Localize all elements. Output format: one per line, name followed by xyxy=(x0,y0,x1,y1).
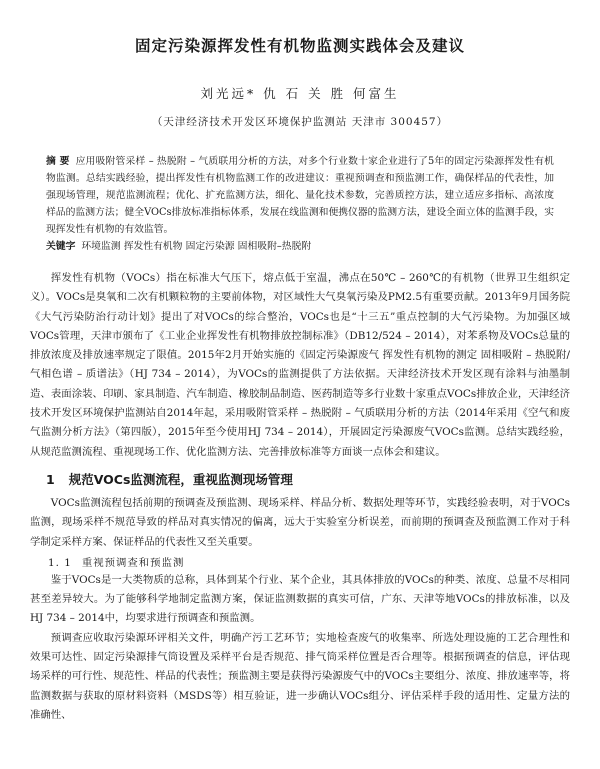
authors: 刘光远* 仇 石 关 胜 何富生 xyxy=(200,86,400,101)
subsection-paragraph: 鉴于VOCs是一大类物质的总称，具体到某个行业、某个企业，其具体排放的VOCs的种类、浓度、总量不尽相同甚至差异较大。为了能够科学地制定监测方案，保证监测数据的真实可信，广东、天津等地VOCs的排放标准，以及HJ 734 – 2014中，均要求进行预调查和预监测。 xyxy=(30,573,570,625)
section-heading xyxy=(46,470,570,488)
abstract xyxy=(30,153,570,238)
section-title: 规范VOCs监测流程，重视监测现场管理 xyxy=(68,471,293,487)
keywords xyxy=(30,238,570,255)
subsection-heading xyxy=(48,554,570,569)
subsection-paragraph: 预调查应收取污染源环评相关文件，明确产污工艺环节；实地检查废气的收集率、所选处理设施的工艺合理性和效果可达性、固定污染源排气筒设置及采样平台是否规范、排气筒采样位置是否合理等。根据预调查的信息，评估现场采样的可行性、规范性、样品的代表性；预监测主要是获得污染源废气中的VOCs主要组分、浓度、排放速率等，将监测数据与获取的原材料资料（MSDS等）相互验证，进一步确认VOCs组分、评估采样手段的适用性、定量方法的准确性、 xyxy=(30,631,570,721)
intro-paragraph: 挥发性有机物（VOCs）指在标准大气压下，熔点低于室温，沸点在50℃ – 260℃的有机物（世界卫生组织定义）。VOCs是臭氧和二次有机颗粒物的主要前体物，对区域性大气臭氧污染及PM2.5有重要贡献。2013年9月国务院《大气污染防治行动计划》提出了对VOCs的综合整治，VOCs也是“十三五”重点控制的大气污染物。为加强区域VOCs管理，天津市颁布了《工业企业挥发性有机物排放控制标准》（DB12/524 – 2014），对苯系物及VOCs总量的排放浓度及排放速率规定了限值。2015年2月开始实施的《固定污染源废气 挥发性有机物的测定 固相吸附 – 热脱附/气相色谱 – 质谱法》（HJ 734 – 2014），为VOCs的监测提供了方法依据。天津经济技术开发区现有涂料与油墨制造、表面涂装、印刷、家具制造、汽车制造、橡胶制品制造、医药制造等多行业数十家重点VOCs排放企业，天津经济技术开发区环境保护监测站自2014年起，采用吸附管采样 – 热脱附 – 气质联用分析的方法（2014年采用《空气和废气监测分析方法》（第四版），2015年至今使用HJ 734 – 2014），开展固定污染源废气VOCs监测。总结实践经验，从规范监测流程、重视现场工作、优化监测方法、完善排放标准等方面谈一点体会和建议。 xyxy=(30,272,570,458)
subsection-title: 重视预调查和预监测 xyxy=(81,556,185,569)
paper-title: 固定污染源挥发性有机物监测实践体会及建议 xyxy=(134,37,465,55)
abstract-text: 应用吸附管采样 – 热脱附 – 气质联用分析的方法，对多个行业数十家企业进行了5年的固定污染源挥发性有机物监测。总结实践经验，提出挥发性有机物监测工作的改进建议：重视预调查和预监测工作，确保样品的代表性，加强现场管理，规范监测流程；优化、扩充监测方法，细化、量化技术参数，完善质控方法，建立适应多指标、高浓度样品的监测方法；健全VOCs排放标准指标体系，发展在线监测和便携仪器的监测方法，建设全面立体的监测手段，实现挥发性有机物的有效监管。 xyxy=(46,156,554,235)
abstract-label: 摘 要 xyxy=(46,156,70,167)
subsection-number: 1. 1 xyxy=(48,556,72,569)
keywords-label: 关键字 xyxy=(46,241,76,252)
keywords-text: 环境监测 挥发性有机物 固定污染源 固相吸附–热脱附 xyxy=(81,241,312,252)
section-number: 1 xyxy=(46,471,55,487)
section-paragraph: VOCs监测流程包括前期的预调查及预监测、现场采样、样品分析、数据处理等环节，实践经验表明，对于VOCs监测，现场采样不规范导致的样品对真实情况的偏离，远大于实验室分析误差，而前期的预调查及预监测工作对于科学制定采样方案、保证样品的代表性又至关重要。 xyxy=(30,496,570,548)
affiliation: （天津经济技术开发区环境保护监测站 天津市 300457） xyxy=(151,116,449,128)
